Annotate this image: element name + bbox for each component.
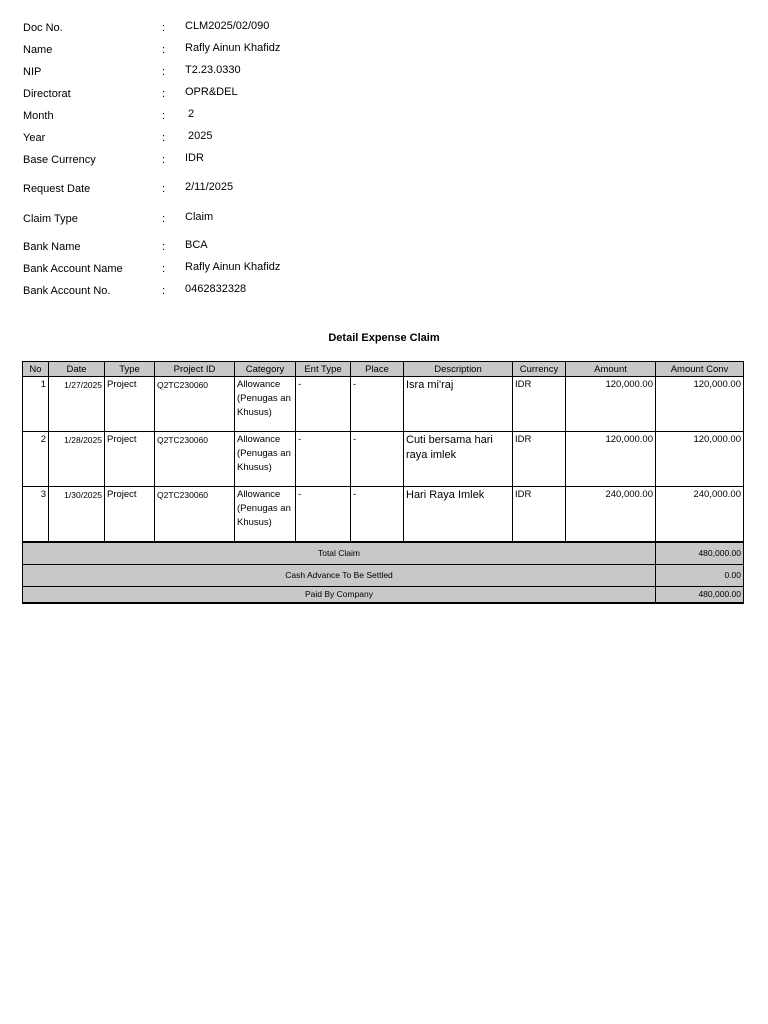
cell-type: Project [105,432,155,487]
cell-category: Allowance (Penugas an Khusus) [235,432,296,487]
total-claim-row [23,542,744,565]
field-colon: : [162,263,166,275]
field-bank-account-name [0,263,768,281]
field-value: OPR&DEL [185,86,238,98]
field-label: Month [23,110,54,122]
cell-project-id: Q2TC230060 [155,432,235,487]
cash-advance-row [23,565,744,587]
field-doc-no [0,22,768,40]
field-year [0,132,768,150]
col-header-currency: Currency [513,362,566,377]
cell-amount: 240,000.00 [566,487,656,543]
cell-description: Cuti bersama hari raya imlek [404,432,513,487]
field-value: 2025 [185,130,213,142]
field-colon: : [162,285,166,297]
field-label: Bank Account Name [23,263,123,275]
field-value: IDR [185,152,204,164]
cell-amount-conv: 120,000.00 [656,377,744,432]
cell-no: 1 [23,377,49,432]
field-colon: : [162,22,166,34]
cell-currency: IDR [513,487,566,543]
field-claim-type [0,213,768,231]
field-label: Name [23,44,53,56]
cash-advance-value: 0.00 [656,565,744,587]
paid-by-company-label: Paid By Company [23,587,656,604]
cell-no: 3 [23,487,49,543]
field-name [0,44,768,62]
cell-ent-type: - [296,487,351,543]
cell-currency: IDR [513,377,566,432]
field-colon: : [162,183,166,195]
cell-type: Project [105,377,155,432]
field-month [0,110,768,128]
col-header-date: Date [49,362,105,377]
cell-description: Hari Raya Imlek [404,487,513,543]
field-nip [0,66,768,84]
field-value: CLM2025/02/090 [185,20,270,32]
field-colon: : [162,88,166,100]
table-row [23,432,744,487]
cell-description: Isra mi'raj [404,377,513,432]
field-value: T2.23.0330 [185,64,241,76]
field-label: Year [23,132,46,144]
cell-place: - [351,377,404,432]
field-label: Bank Account No. [23,285,111,297]
cell-place: - [351,432,404,487]
field-request-date [0,183,768,201]
cell-project-id: Q2TC230060 [155,377,235,432]
cell-type: Project [105,487,155,543]
col-header-amount-conv: Amount Conv [656,362,744,377]
cell-amount-conv: 240,000.00 [656,487,744,543]
col-header-amount: Amount [566,362,656,377]
col-header-ent-type: Ent Type [296,362,351,377]
cell-date: 1/28/2025 [49,432,105,487]
field-colon: : [162,44,166,56]
field-bank-name [0,241,768,259]
total-claim-label: Total Claim [23,542,656,565]
field-value: 2 [185,108,195,120]
field-colon: : [162,132,166,144]
field-label: Request Date [23,183,91,195]
paid-by-company-row [23,587,744,604]
field-value: 0462832328 [185,283,247,295]
field-colon: : [162,110,166,122]
field-label: Directorat [23,88,71,100]
field-label: NIP [23,66,42,78]
cell-ent-type: - [296,432,351,487]
field-colon: : [162,213,166,225]
field-label: Base Currency [23,154,96,166]
cell-category: Allowance (Penugas an Khusus) [235,377,296,432]
field-colon: : [162,154,166,166]
table-row [23,487,744,543]
cell-currency: IDR [513,432,566,487]
field-value: 2/11/2025 [185,181,234,193]
field-value: Rafly Ainun Khafidz [185,42,281,54]
field-colon: : [162,66,166,78]
table-header-row [23,362,744,377]
field-value: Claim [185,211,214,223]
expense-table [22,361,744,604]
field-label: Doc No. [23,22,63,34]
field-value: BCA [185,239,208,251]
paid-by-company-value: 480,000.00 [656,587,744,604]
cell-amount-conv: 120,000.00 [656,432,744,487]
cell-project-id: Q2TC230060 [155,487,235,543]
cell-no: 2 [23,432,49,487]
field-directorat [0,88,768,106]
field-bank-account-no [0,285,768,303]
field-base-currency [0,154,768,172]
cell-ent-type: - [296,377,351,432]
cell-category: Allowance (Penugas an Khusus) [235,487,296,543]
cell-date: 1/30/2025 [49,487,105,543]
cell-amount: 120,000.00 [566,377,656,432]
field-colon: : [162,241,166,253]
table-row [23,377,744,432]
col-header-project-id: Project ID [155,362,235,377]
cell-amount: 120,000.00 [566,432,656,487]
cell-date: 1/27/2025 [49,377,105,432]
cell-place: - [351,487,404,543]
total-claim-value: 480,000.00 [656,542,744,565]
section-title: Detail Expense Claim [328,332,440,344]
col-header-no: No [23,362,49,377]
col-header-category: Category [235,362,296,377]
field-label: Claim Type [23,213,78,225]
col-header-place: Place [351,362,404,377]
cash-advance-label: Cash Advance To Be Settled [23,565,656,587]
col-header-description: Description [404,362,513,377]
field-label: Bank Name [23,241,81,253]
col-header-type: Type [105,362,155,377]
field-value: Rafly Ainun Khafidz [185,261,281,273]
